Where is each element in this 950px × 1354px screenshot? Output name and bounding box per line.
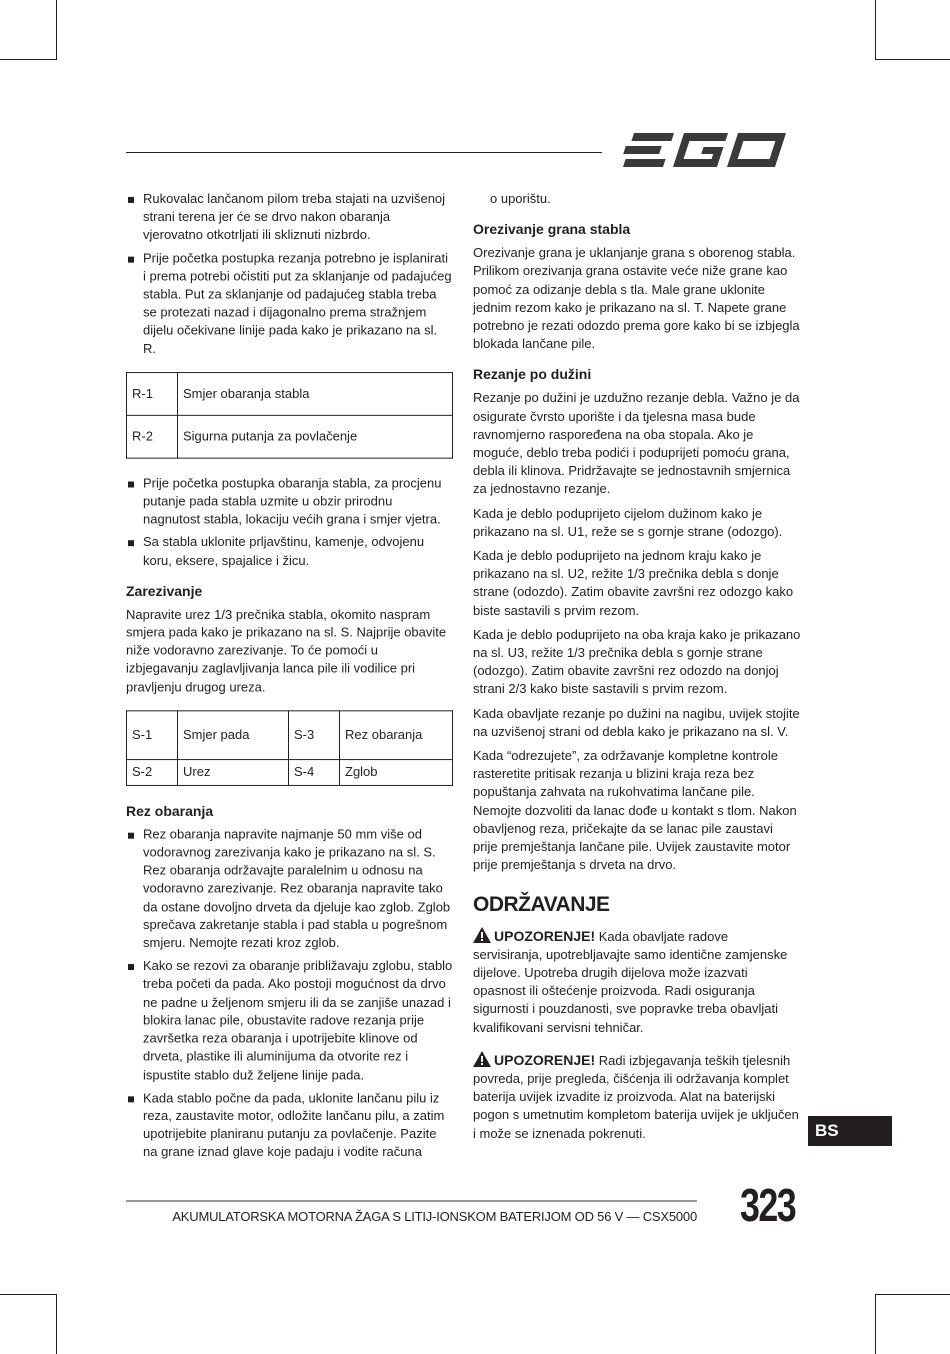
right-column	[473, 190, 801, 1149]
list-item: Sa stabla uklonite prljavštinu, kamenje, odvojenu koru, eksere, spajalice i žicu.	[126, 534, 453, 570]
table-cell: Smjer pada	[178, 711, 289, 760]
warning-text: Kada obavljate radove servisiranja, upotrebljavajte samo identične zamjenske dijelove. Upotreba drugih dijelova može izazvati opasnost ili oštećenje proizvoda. Radi osiguranja sigurnosti i pouzdanosti, sve popravke treba obavljati kvalifikovani servisni tehničar.	[473, 928, 788, 1035]
paragraph: Kada je deblo poduprijeto na jednom kraju kako je prikazano na sl. U2, režite 1/3 prečnika debla s donje strane (odozdo). Zatim obavite završni rez odozgo kako biste sastavili s prvim rezom.	[473, 548, 794, 618]
crop-mark	[875, 1294, 876, 1354]
table-cell: Sigurna putanja za povlačenje	[178, 415, 453, 458]
section-heading-odrzavanje: ODRŽAVANJE	[473, 892, 610, 916]
table-s	[126, 710, 453, 786]
section-heading-zarezivanje: Zarezivanje	[126, 582, 203, 599]
bullet-list	[126, 190, 453, 358]
header-rule	[126, 152, 602, 153]
section-heading-rez-obaranja: Rez obaranja	[126, 802, 214, 819]
table-r	[126, 372, 453, 459]
ego-logo	[617, 130, 799, 170]
table-cell-id: S-3	[289, 711, 340, 760]
continuation-text: o uporištu.	[490, 191, 551, 206]
table-cell-id: R-1	[127, 372, 178, 415]
table-row	[127, 759, 453, 785]
page-number: 323	[740, 1179, 796, 1231]
table-cell: Urez	[178, 759, 289, 785]
warning-label: UPOZORENJE!	[494, 927, 596, 944]
warning-block	[473, 927, 801, 1037]
table-row	[127, 415, 453, 458]
table-cell-id: S-4	[289, 759, 340, 785]
left-column	[126, 190, 453, 1168]
table-row	[127, 711, 453, 760]
footer-rule	[126, 1200, 697, 1202]
paragraph: Kada je deblo poduprijeto na oba kraja kako je prikazano na sl. U3, režite 1/3 prečnika debla s gornje strane (odozgo). Zatim obavite završni rez odozdo na donjoj strani 2/3 kako biste sastavili s prvim rezom.	[473, 626, 801, 697]
warning-triangle-icon	[473, 1051, 491, 1067]
list-item: Prije početka postupka rezanja potrebno je isplanirati i prema potrebi očistiti put za sklanjanje od padajućeg stabla. Put za sklanjanje od padajućeg stabla treba se protezati nazad i dijagonalno prema stražnjem dijelu očekivane linije pada kako je prikazano na sl. R.	[126, 249, 453, 358]
warning-block	[473, 1051, 801, 1143]
language-tab: BS	[808, 1116, 892, 1146]
paragraph: Rezanje po dužini je uzdužno rezanje debla. Važno je da osigurate čvrsto uporište i da tjelesna masa bude ravnomjerno raspoređena na oba stopala. Ako je moguće, deblo treba podići i poduprijeti pomoću grana, debla ili klinova. Pridržavajte se jednostavnih smjernica za jednostavno rezanje.	[473, 390, 800, 497]
section-heading-orezivanje: Orezivanje grana stabla	[473, 221, 631, 238]
warning-label: UPOZORENJE!	[494, 1051, 596, 1068]
crop-mark	[875, 0, 876, 59]
table-cell-id: R-2	[127, 415, 178, 458]
table-cell-id: S-2	[127, 759, 178, 785]
list-item: Kada stablo počne da pada, uklonite lančanu pilu iz reza, zaustavite motor, odložite lančanu pilu, a zatim upotrijebite planiranu putanju za povlačenje. Pazite na grane iznad glave koje padaju i vodite računa	[126, 1089, 453, 1161]
list-item: Rez obaranja napravite najmanje 50 mm više od vodoravnog zarezivanja kako je prikazano na sl. S. Rez obaranja održavajte paralelnim u odnosu na vodoravno zarezivanje. Rez obaranja napravite tako da ostane dovoljno drveta da djeluje kao zglob. Zglob sprečava zakretanje stabla i pad stabla u pogrešnom smjeru. Nemojte rezati kroz zglob.	[126, 826, 453, 953]
crop-mark	[56, 1294, 57, 1354]
paragraph: Orezivanje grana je uklanjanje grana s oborenog stabla. Prilikom orezivanja grana ostavite veće niže grane kao pomoć za odizanje debla s tla. Male grane uklonite jednim rezom kako je prikazano na sl. T. Napete grane potrebno je rezati odozdo prema gore kako bi se izbjegla blokada lančane pile.	[473, 245, 800, 352]
table-row	[127, 372, 453, 415]
paragraph: Kada obavljate rezanje po dužini na nagibu, uvijek stojite na uzvišenoj strani od debla kako je prikazano na sl. V.	[473, 705, 800, 739]
warning-text: Radi izbjegavanja teških tjelesnih povreda, prije pregleda, čišćenja ili održavanja komplet baterija uvijek izvadite iz proizvoda. Alat na baterijski pogon s umetnutim kompletom baterija uvijek je uključen i može se iznenada pokrenuti.	[473, 1052, 799, 1141]
crop-mark	[0, 59, 57, 60]
footer-title: AKUMULATORSKA MOTORNA ŽAGA S LITIJ-IONSKOM BATERIJOM OD 56 V — CSX5000	[172, 1209, 697, 1224]
list-item: Kako se rezovi za obaranje približavaju zglobu, stablo treba početi da pada. Ako postoji mogućnost da drvo ne padne u željenom smjeru ili da se zanjiše unazad i blokira lanac pile, obustavite radove rezanja prije završetka reza obaranja i upotrijebite klinove od drveta, plastike ili aluminijuma da otvorite rez i ispustite stablo duž željene linije pada.	[126, 957, 453, 1084]
list-item: Prije početka postupka obaranja stabla, za procjenu putanje pada stabla uzmite u obzir prirodnu nagnutost stabla, lokaciju većih grana i smjer vjetra.	[126, 474, 453, 528]
table-cell: Rez obaranja	[340, 711, 453, 760]
crop-mark	[875, 59, 950, 60]
paragraph: Napravite urez 1/3 prečnika stabla, okomito naspram smjera pada kako je prikazano na sl. S. Najprije obavite niže vodoravno zarezivanje. To će pomoći u izbjegavanju zaglavljivanja lanca pile ili vodilice pri pravljenju drugog ureza.	[126, 606, 447, 695]
bullet-list	[126, 474, 453, 570]
section-heading-rezanje-po-duzini: Rezanje po dužini	[473, 366, 592, 383]
paragraph: Kada je deblo poduprijeto cijelom dužinom kako je prikazano na sl. U1, reže se s gornje strane (odozgo).	[473, 505, 783, 539]
warning-triangle-icon	[473, 927, 491, 943]
crop-mark	[56, 0, 57, 59]
table-cell-id: S-1	[127, 711, 178, 760]
table-cell: Smjer obaranja stabla	[178, 372, 453, 415]
table-cell: Zglob	[340, 759, 453, 785]
list-item: Rukovalac lančanom pilom treba stajati na uzvišenoj strani terena jer će se drvo nakon obaranja vjerovatno otkotrljati ili skliznuti nizbrdo.	[126, 190, 453, 244]
crop-mark	[875, 1294, 950, 1295]
crop-mark	[0, 1294, 57, 1295]
paragraph: Kada “odrezujete”, za održavanje kompletne kontrole rasteretite pritisak rezanja u blizini kraja reza bez popuštanja zahvata na rukohvatima lančane pile. Nemojte dozvoliti da lanac dođe u kontakt s tlom. Nakon obavljenog reza, pričekajte da se lanac pile zaustavi prije premještanja lančane pile. Uvijek zaustavite motor prije premještanja s drveta na drvo.	[473, 748, 797, 873]
bullet-list	[126, 826, 453, 1162]
